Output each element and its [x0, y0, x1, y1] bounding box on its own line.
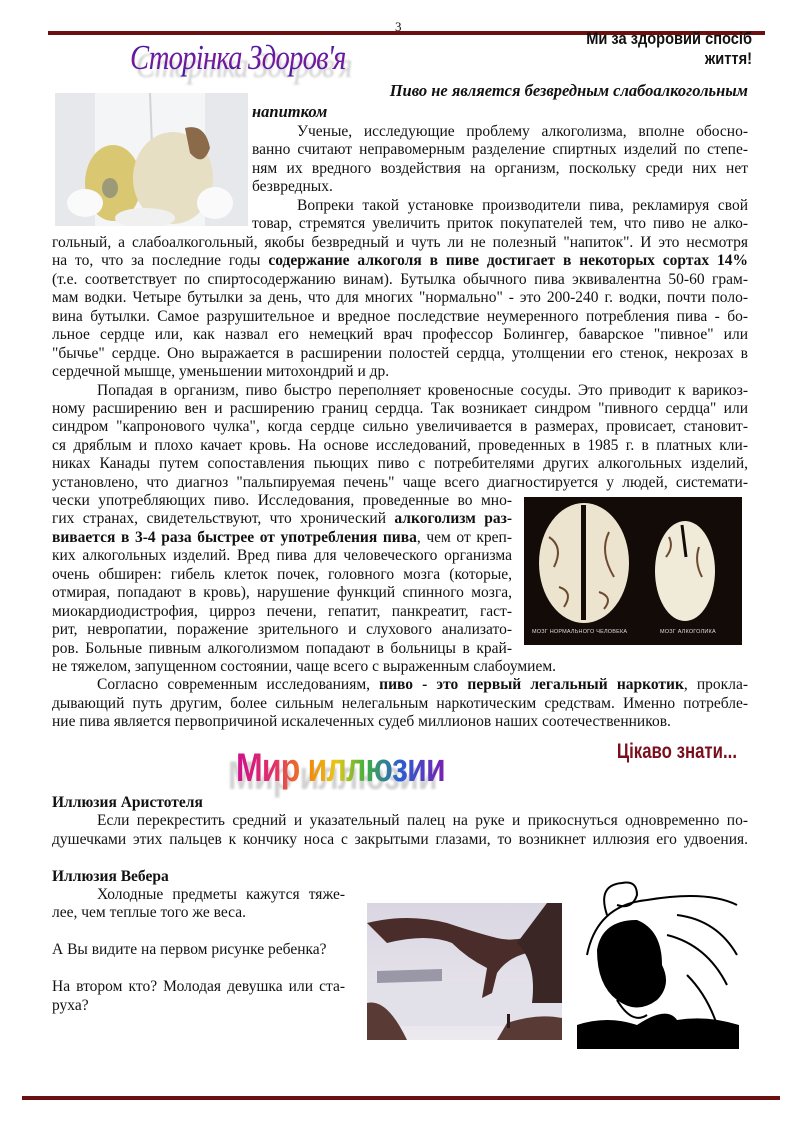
text-line — [52, 794, 748, 812]
text-line — [52, 345, 748, 363]
section-title: Сторінка Здоров'я — [130, 38, 346, 77]
text-line — [52, 695, 748, 713]
text-segment: Попадая в организм, пиво быстро переполняет кровеносные сосуды. Это приводит к варикоз- — [97, 381, 748, 399]
brain-caption-normal: МОЗГ НОРМАЛЬНОГО ЧЕЛОВЕКА — [532, 629, 628, 635]
text-line — [252, 197, 748, 215]
text-line — [52, 326, 748, 344]
text-line — [252, 123, 748, 141]
text-line — [52, 418, 748, 436]
illusions-title: Мир иллюзии — [236, 746, 445, 790]
illusions-block-2 — [52, 886, 345, 1015]
text-line — [52, 584, 512, 602]
text-segment: дывающий путь другим, более сильным нелегальным наркотическим средствам. Именно потребле- — [52, 694, 748, 712]
text-segment: , прокла- — [683, 676, 748, 694]
text-segment: рит, невропатии, поражение зрительного и слухового анализато- — [52, 621, 512, 639]
blank-line — [52, 960, 345, 978]
interesting-label: Цікаво знати... — [616, 740, 737, 763]
text-segment: установлено, что диагноз "пальпируемая печень" чаще всего диагностируется у людей, системати- — [52, 473, 748, 491]
text-line — [52, 474, 748, 492]
text-line — [52, 603, 512, 621]
text-line — [52, 658, 748, 676]
text-line — [52, 455, 748, 473]
text-line — [52, 382, 748, 400]
text-segment: отмирая, попадают в кровь), нарушение функций спинного мозга, — [52, 584, 512, 602]
text-segment: ням их вредного воздействия на организм, поскольку среди них нет — [252, 159, 748, 177]
text-line — [52, 640, 512, 658]
article-heading-line1: Пиво не является безвредным слабоалкогольным — [389, 81, 748, 100]
text-segment: лее, чем теплые того же веса. — [52, 904, 246, 922]
text-line — [252, 215, 748, 233]
text-segment: ванно считают неправомерным разделение спиртных изделий по степе- — [252, 141, 748, 159]
text-line — [52, 437, 748, 455]
text-line — [52, 363, 748, 381]
text-segment: никах Канады путем сопоставления пьющих пиво с потребителями других алкогольных изделий, — [52, 455, 748, 473]
text-line — [52, 308, 748, 326]
text-line — [52, 713, 748, 731]
text-segment: сердечной мышце, уменьшении митохондрий и др. — [52, 363, 390, 381]
text-segment: ких алкогольных изделий. Вред пива для человеческого организма — [52, 547, 512, 565]
brain-caption-alcoholic: МОЗГ АЛКОГОЛИКА — [660, 629, 716, 635]
text-line — [52, 941, 345, 959]
article-block-3 — [52, 492, 512, 658]
text-segment: Вопреки такой установке производители пива, рекламируя свой — [297, 196, 748, 214]
text-segment: на то, что за последние годы — [52, 252, 269, 270]
illusions-block-1 — [52, 794, 748, 886]
text-segment: гольный, а слабоалкогольный, якобы безвредный и чуть ли не полезный "напиток". И это несмотря — [52, 234, 748, 251]
text-segment: товар, стремятся увеличить приток покупателей тем, что пиво не алко- — [252, 215, 748, 233]
text-segment: А Вы видите на первом рисунке ребенка? — [52, 941, 327, 959]
text-segment: "бычье" сердце. Оно выражается в расширении полостей сердца, утолщении его стенок, некрозах в — [52, 344, 748, 362]
article-block-2 — [52, 234, 748, 492]
text-segment: ров. Больные пивным алкоголизмом попадают в больницы в край- — [52, 639, 512, 657]
text-line — [52, 547, 512, 565]
motto: Ми за здоровий спосіб життя! — [586, 29, 752, 68]
section-title-wordart — [130, 38, 393, 78]
text-segment: Холодные предметы кажутся тяже- — [97, 886, 345, 903]
text-segment: Согласно современным исследованиям, — [97, 676, 380, 694]
text-line — [52, 252, 748, 270]
text-line — [52, 271, 748, 289]
bold-text: вивается в 3-4 раза быстрее от употребления пива — [52, 528, 417, 546]
woman-illusion-picture — [577, 875, 739, 1049]
text-segment: ся дряблым и плохо качает кровь. На основе исследований, проведенных в 1985 г. в платных кли- — [52, 436, 748, 454]
text-segment: Ученые, исследующие проблему алкоголизма, вполне обосно- — [297, 123, 748, 140]
text-line — [52, 510, 512, 528]
heart-photo — [55, 93, 248, 226]
text-line — [252, 178, 748, 196]
text-segment: чески употребляющих пиво. Исследования, проведенные во мно- — [52, 492, 512, 509]
text-line — [252, 141, 748, 159]
tree-illusion-picture — [367, 903, 562, 1040]
article-heading-line2: напитком — [252, 102, 328, 121]
blank-line — [52, 923, 345, 941]
text-line — [52, 400, 748, 418]
text-segment: , чем от креп- — [416, 528, 512, 546]
text-segment: льное сердце или, как назвал его немецкий врач профессор Болингер, баварское "пивное" или — [52, 326, 748, 344]
text-segment: безвредных. — [252, 178, 333, 196]
text-line — [52, 492, 512, 510]
text-line — [52, 234, 748, 252]
text-segment: не тяжелом, запущенном состоянии, чаще всего с выраженным слабоумием. — [52, 658, 557, 675]
bold-text: Иллюзия Аристотеля — [52, 794, 203, 811]
text-line — [52, 831, 748, 849]
text-line — [52, 621, 512, 639]
blank-line — [52, 849, 748, 867]
text-line — [52, 904, 345, 922]
text-segment: руха? — [52, 996, 89, 1014]
text-line — [52, 886, 345, 904]
text-segment: душечками этих пальцев к кончику носа с закрытыми глазами, то возникнет иллюзия его удвоения. — [52, 830, 748, 848]
text-line — [52, 676, 748, 694]
bottom-rule — [22, 1096, 780, 1100]
bold-text: содержание алкоголя в пиве достигает в некоторых сортах 14% — [268, 252, 749, 270]
page-number: 3 — [395, 19, 402, 34]
text-line — [52, 978, 345, 996]
text-line — [252, 160, 748, 178]
text-segment: гих странах, свидетельствуют, что хронический — [52, 510, 395, 528]
text-segment: Если перекрестить средний и указательный палец на руке и прикоснуться одновременно по- — [97, 812, 748, 830]
bold-text: пиво - это первый легальный наркотик — [379, 676, 684, 694]
text-segment: ние пива является первопричиной искалеченных судеб миллионов наших соотечественников. — [52, 713, 671, 731]
text-segment: вина бутылки. Самое разрушительное и вредное последствие неумеренного потребления пива - бо- — [52, 307, 748, 325]
text-segment: миокардиодистрофия, цирроз печени, гепатит, панкреатит, гаст- — [52, 602, 512, 620]
text-segment: На втором кто? Молодая девушка или ста- — [52, 978, 345, 996]
text-segment: очень обширен: гибель клеток почек, головного мозга (которые, — [52, 565, 512, 583]
text-line — [52, 566, 512, 584]
text-line — [52, 812, 748, 830]
text-line — [52, 529, 512, 547]
article-heading — [252, 80, 748, 122]
brain-comparison-photo — [524, 497, 742, 645]
text-segment: (т.е. соответствует по спиртосодержанию винам). Бутылка обычного пива эквивалентна 50-60 грам- — [52, 270, 748, 288]
bold-text: алкоголизм раз- — [394, 510, 512, 528]
text-segment: синдром "капронового чулка", когда сердце сильно увеличивается в размерах, провисает, становит- — [52, 418, 748, 436]
text-segment: мам водки. Четыре бутылки за день, что для многих "нормально" - это 200-240 г. водки, почти поло- — [52, 289, 748, 307]
illusions-title-wordart — [236, 746, 497, 790]
article-block-4 — [52, 658, 748, 732]
text-segment: ному расширению вен и расширению границ сердца. Так возникает синдром "пивного сердца" или — [52, 399, 748, 417]
article-block-1 — [252, 123, 748, 234]
text-line — [52, 997, 345, 1015]
bold-text: Иллюзия Вебера — [52, 867, 169, 885]
text-line — [52, 289, 748, 307]
